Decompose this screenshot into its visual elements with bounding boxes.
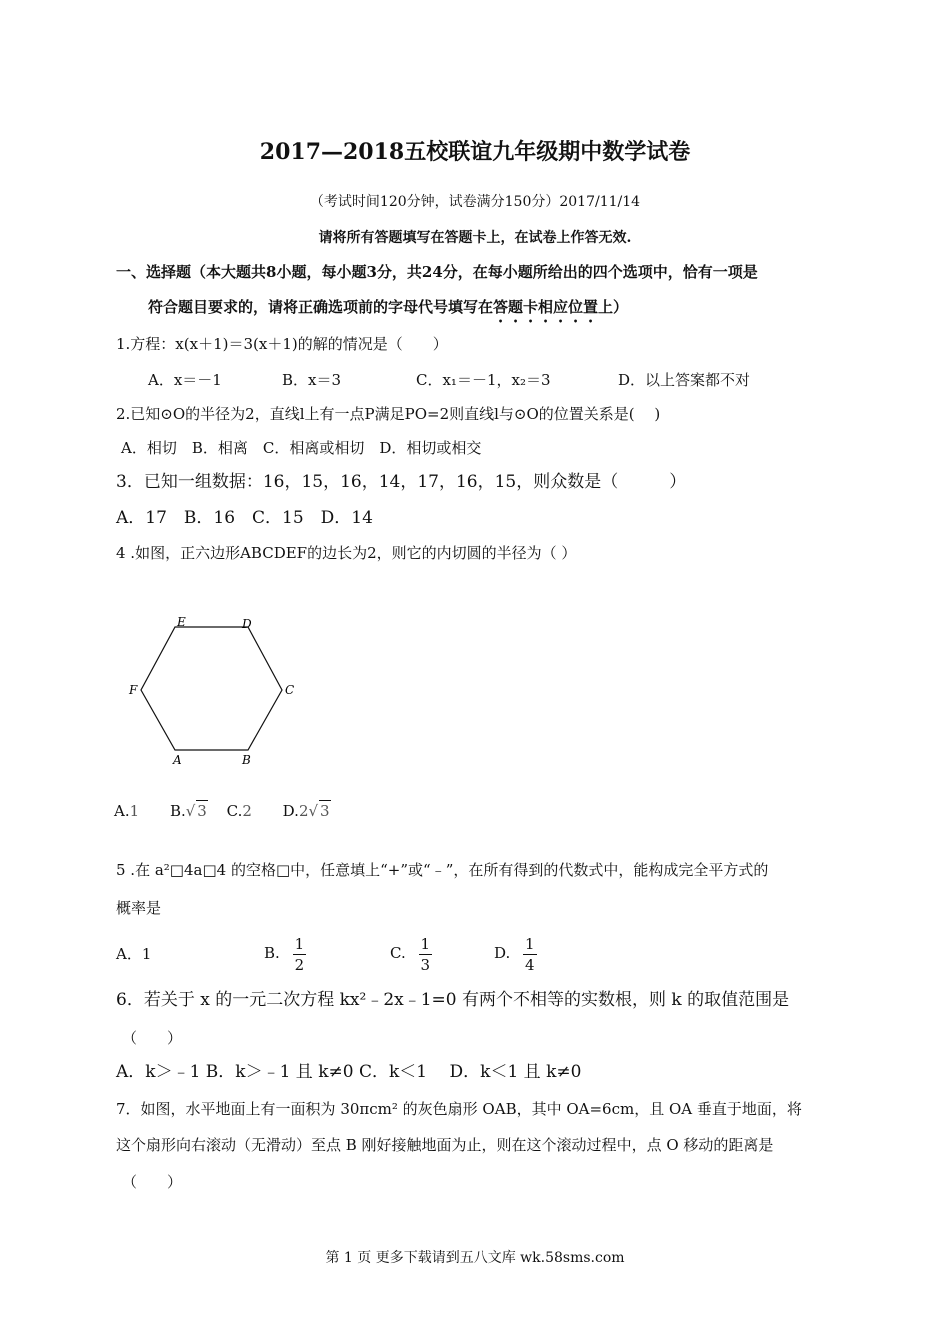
q6-options: A．k＞﹣1 B．k＞﹣1 且 k≠0 C．k＜1 D．k＜1 且 k≠0 [116,1062,582,1082]
q5-c-denominator: 3 [420,955,431,974]
q1-option-b: B．x＝3 [282,371,342,389]
q5-d-denominator: 4 [525,955,535,974]
q5-option-b [264,932,306,975]
vertex-label-b: B [242,753,251,767]
q5-option-d [494,932,537,975]
q4-stem: 4 .如图，正六边形ABCDEF的边长为2，则它的内切圆的半径为（ ） [116,544,577,562]
vertex-label-c: C [285,683,295,697]
section1-line2-pre: 符合题目要求的，请将正确选项前的字母代号填写在 [148,298,494,316]
hexagon-shape [141,627,282,750]
q5-stem-line2: 概率是 [116,899,162,917]
q1-option-c: C．x₁＝－1，x₂＝3 [416,371,551,389]
q5-c-label: C. [390,944,406,962]
page-footer: 第 1 页 更多下载请到五八文库 wk.58sms.com [325,1250,625,1266]
q4-b-label: B. [169,802,186,820]
section1-line2-post: 上） [598,298,629,316]
notice: 请将所有答题填写在答题卡上，在试卷上作答无效. [318,230,632,246]
q6-stem: 6．若关于 x 的一元二次方程 kx²﹣2x﹣1=0 有两个不相等的实数根，则 k 的取值范围是 [116,990,790,1010]
q4-options: A.1 B.√ 3 C.2 D.2√ 3 [114,802,330,820]
q4-c-label: C. [226,802,243,820]
page-title: 2017—2018五校联谊九年级期中数学试卷 [259,139,691,165]
q5-b-numerator: 1 [294,934,305,953]
q1-option-a: A．x＝－1 [148,371,222,389]
vertex-label-a: A [173,753,182,767]
section1-heading: 一、选择题（本大题共8小题，每小题3分，共24分，在每小题所给出的四个选项中，恰有一项是 [116,263,758,281]
q4-a-value: 1 [129,802,140,820]
q3-stem: 3．已知一组数据：16，15，16，14，17，16，15，则众数是（ ） [116,472,687,492]
q5-option-c [390,932,432,975]
q5-d-label: D. [494,944,511,962]
q4-d-value: 3 [320,802,330,820]
q2-stem: 2.已知⊙O的半径为2，直线l上有一点P满足PO=2则直线l与⊙O的位置关系是( ) [116,405,661,423]
vertex-label-d: D [242,617,252,631]
q7-stem: 7．如图，水平地面上有一面积为 30πcm² 的灰色扇形 OAB，其中 OA=6cm，且 OA 垂直于地面，将 [116,1100,802,1118]
vertex-label-e: E [177,615,186,629]
q5-d-numerator: 1 [525,934,535,953]
q5-option-a: A．1 [116,945,152,963]
q4-a-label: A. [114,802,130,820]
q4-c-value: 2 [242,802,252,820]
hexagon-figure [120,605,310,775]
q1-stem: 1.方程：x(x＋1)＝3(x＋1)的解的情况是（ ） [116,335,448,353]
section1-heading-line2 [148,297,628,326]
q1-option-d: D．以上答案都不对 [618,371,751,389]
q4-b-value: 3 [197,802,207,820]
q2-options: A．相切 B．相离 C．相离或相切 D．相切或相交 [121,439,482,457]
q5-b-label: B. [264,944,280,962]
section1-emphasis: 答题卡相应位置 [493,298,599,316]
q4-d-label: D. [282,802,299,820]
q4-d-coef: 2 [298,802,309,820]
exam-info: （考试时间120分钟，试卷满分150分）2017/11/14 [309,194,641,210]
vertex-label-f: F [129,683,138,697]
q5-stem: 5 .在 a²□4a□4 的空格□中，任意填上“+”或“﹣”，在所有得到的代数式中，能构成完全平方式的 [116,861,769,879]
q3-options: A．17 B．16 C．15 D．14 [116,508,373,528]
q7-stem-line2: 这个扇形向右滚动（无滑动）至点 B 刚好接触地面为止，则在这个滚动过程中，点 O 移动的距离是 [116,1136,774,1154]
q5-c-numerator: 1 [420,934,431,953]
q5-b-denominator: 2 [294,955,305,974]
q6-stem-line2: （ ） [122,1029,183,1047]
q7-stem-line3: （ ） [122,1173,183,1191]
